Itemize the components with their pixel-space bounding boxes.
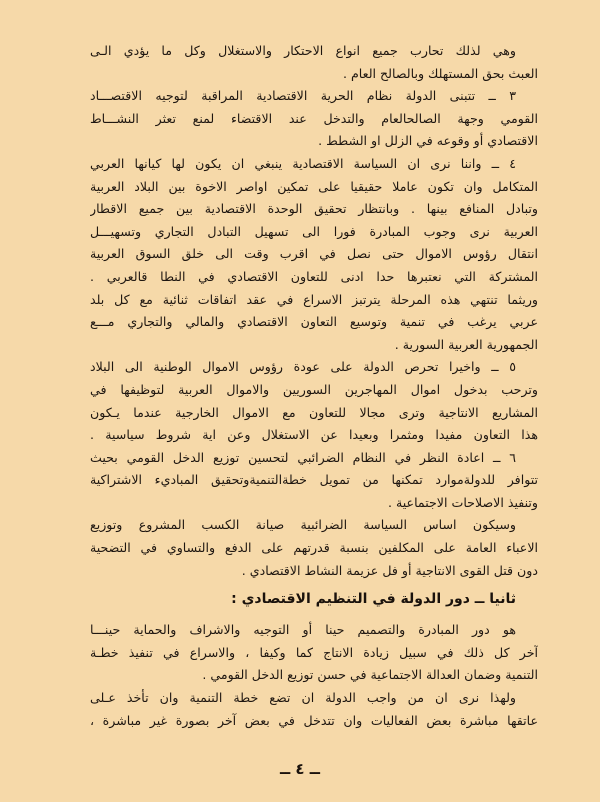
text-line: وترحب بدخول اموال المهاجرين السوريين والاموال العربية لتوظيفها في: [90, 381, 538, 397]
text-line: عربي يرغب في تنمية وتوسيع التعاون الاقتصادي والمالي والتجاري مـــع: [90, 314, 538, 330]
text-line: الجمهورية العربية السورية .: [394, 336, 538, 352]
text-line: عاتقها مباشرة بعض الفعاليات وان تتدخل في بعض آخر بصورة غير مباشرة ،: [90, 712, 538, 728]
text-line: هذا التعاون مفيدا ومثمرا وبعيدا عن الاستغلال وعن اية شروط سياسية .: [90, 427, 538, 443]
text-line: وسيكون اساس السياسة الضرائبية صيانة الكسب المشروع وتوزيع: [90, 517, 516, 533]
text-line: ٤ ــ واننا نرى ان السياسة الاقتصادية ينبغي ان يكون لها كيانها العربي: [90, 155, 516, 171]
text-line: ٥ ــ واخيرا تحرص الدولة على عودة رؤوس الاموال الوطنية الى البلاد: [90, 359, 516, 375]
text-line: انتقال رؤوس الاموال حتى نصل في اقرب وقت الى خلق السوق العربية: [90, 246, 538, 262]
text-line: وتبادل المنافع بينها . وبانتظار تحقيق الوحدة الاقتصادية بين جميع الاقطار: [90, 201, 538, 217]
text-line: العبث بحق المستهلك وبالصالح العام .: [342, 65, 538, 81]
text-line: التنمية وضمان العدالة الاجتماعية في حسن توزيع الدخل القومي .: [202, 667, 538, 683]
text-body: [90, 40, 538, 732]
text-line: الاقتصادي أو وقوعه في الزلل او الشطط .: [318, 133, 538, 149]
page-number: ــ ٤ ــ: [279, 760, 321, 778]
text-line: هو دور المبادرة والتصميم حينا أو التوجيه والاشراف والحماية حينـــا: [90, 622, 516, 638]
text-line: وتنفيذ الاصلاحات الاجتماعية .: [388, 494, 538, 510]
text-line: ولهذا نرى ان من واجب الدولة ان تضع خطة التنمية وان تأخذ عـلى: [90, 690, 516, 706]
section-heading: ثانيا ــ دور الدولة في التنظيم الاقتصادي :: [231, 591, 516, 608]
text-line: المتكامل وان تكون عاملا حقيقيا على تمكين اواصر الاخوة بين البلاد العربية: [90, 178, 538, 194]
text-line: القومي وجهة الصالحالعام والتدخل عند الاقتضاء لمنع تعثر النشـــاط: [90, 110, 538, 126]
text-line: العربية نرى وجوب المبادرة فورا الى تسهيل التبادل التجاري وتسهيـــل: [90, 223, 538, 239]
text-line: دون قتل القوى الانتاجية أو فل عزيمة النشاط الاقتصادي .: [241, 562, 538, 578]
text-line: المشاريع الانتاجية وترى مجالا للتعاون مع الاموال الخارجية عندما يـكون: [90, 404, 538, 420]
text-line: ٦ ــ اعادة النظر في النظام الضرائبي لتحسين توزيع الدخل القومي بحيث: [90, 449, 516, 465]
text-line: تتوافر للدولةموارد تمكنها من تمويل خطةالتنميةوتحقيق المباديء الاشتراكية: [90, 472, 538, 488]
text-line: الاعباء العامة على المكلفين بنسبة قدرتهم على الدفع والتساوي في التضحية: [90, 540, 538, 556]
text-line: وريثما تنتهي هذه المرحلة يترتبز الاسراع في عقد اتفاقات ثنائية مع كل بلد: [90, 291, 538, 307]
text-line: آخر كل ذلك في سبيل زيادة الانتاج كما وكيفا ، والاسراع في تنفيذ خطـة: [90, 644, 538, 660]
text-line: وهي لذلك تحارب جميع انواع الاحتكار والاستغلال وكل ما يؤدي الـى: [90, 43, 516, 58]
text-line: ٣ ــ تتبنى الدولة نظام الحرية الاقتصادية المراقبة لتوجيه الاقتصـــاد: [90, 88, 516, 104]
text-line: المشتركة التي نعتبرها حدا ادنى للتعاون الاقتصادي في النطا قالعربي .: [90, 268, 538, 284]
